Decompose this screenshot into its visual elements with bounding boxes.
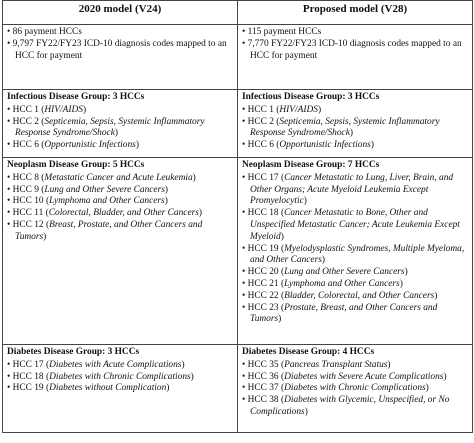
hcc-item: [7, 185, 233, 197]
hcc-code: • HCC 19 (: [242, 243, 285, 254]
hcc-item: [7, 173, 233, 185]
hcc-description: Diabetes with Glycemic, Unspecified, or No Complications: [250, 395, 450, 417]
hcc-code: • HCC 18 (: [242, 208, 285, 219]
hcc-code: • HCC 9 (: [7, 184, 45, 195]
hcc-code: • HCC 35 (: [242, 359, 285, 370]
hcc-code: • HCC 22 (: [242, 290, 285, 301]
hcc-close-paren: ): [43, 231, 47, 242]
hcc-item: [242, 208, 468, 243]
group-cell-v24: [3, 158, 238, 345]
hcc-description: Septicemia, Sepsis, Systemic Inflammatory Response Syndrome/Shock: [250, 116, 440, 139]
hcc-description: HIV/AIDS: [279, 104, 318, 115]
hcc-code: • HCC 1 (: [242, 104, 280, 115]
hcc-close-paren: ): [166, 383, 170, 394]
hcc-description: Pancreas Transplant Status: [284, 359, 388, 370]
group-title: Infectious Disease Group: 3 HCCs: [7, 92, 145, 102]
group-row-infectious: [3, 90, 473, 158]
hcc-code: • HCC 12 (: [7, 219, 50, 230]
hcc-code: • HCC 11 (: [7, 208, 49, 219]
hcc-close-paren: ): [192, 172, 196, 183]
group-cell-v28: [238, 345, 473, 433]
hcc-item: [7, 208, 233, 220]
summary-item: • 86 payment HCCs: [7, 27, 82, 37]
hcc-description: Cancer Metastatic to Lung, Liver, Brain, and Other Organs; Acute Myeloid Leukemia Except Promyelocytic: [250, 172, 454, 207]
hcc-close-paren: ): [404, 267, 408, 278]
summary-item: • 7,770 FY22/FY23 ICD-10 diagnosis codes mapped to an HCC for payment: [242, 38, 462, 61]
hcc-item: [242, 372, 468, 384]
hcc-code: • HCC 20 (: [242, 267, 285, 278]
hcc-description: Septicemia, Sepsis, Systemic Inflammatory Response Syndrome/Shock: [15, 116, 205, 139]
hcc-comparison-table: [2, 0, 473, 433]
hcc-close-paren: ): [387, 359, 391, 370]
hcc-close-paren: ): [278, 314, 282, 325]
hcc-item: [242, 383, 468, 395]
hcc-close-paren: ): [190, 371, 194, 382]
group-cell-v24: [3, 90, 238, 158]
hcc-close-paren: ): [135, 140, 139, 151]
summary-item: • 115 payment HCCs: [242, 27, 322, 37]
hcc-close-paren: ): [399, 278, 403, 289]
hcc-code: • HCC 8 (: [7, 172, 45, 183]
hcc-description: Diabetes with Severe Acute Complications: [284, 371, 444, 382]
hcc-item: [242, 244, 468, 268]
hcc-item: [7, 383, 233, 395]
hcc-item: [242, 279, 468, 291]
summary-v28: [238, 25, 473, 90]
hcc-close-paren: ): [198, 208, 203, 219]
hcc-close-paren: ): [181, 359, 185, 370]
hcc-item: [7, 220, 233, 244]
hcc-item: [7, 196, 233, 208]
hcc-description: Cancer Metastatic to Bone, Other and Unspecified Metastatic Cancer; Acute Leukemia Except Myeloid: [250, 208, 460, 242]
hcc-description: Metastatic Cancer and Acute Leukemia: [44, 172, 193, 183]
hcc-item: [242, 291, 468, 303]
hcc-code: • HCC 18 (: [7, 371, 50, 382]
hcc-description: HIV/AIDS: [44, 104, 83, 115]
group-row-diabetes: [3, 345, 473, 433]
hcc-code: • HCC 19 (: [7, 383, 50, 394]
hcc-close-paren: ): [370, 140, 374, 151]
hcc-code: • HCC 23 (: [242, 302, 285, 313]
summary-v24: [3, 25, 238, 90]
hcc-close-paren: ): [349, 128, 354, 139]
hcc-code: • HCC 1 (: [7, 104, 45, 115]
hcc-description: Opportunistic Infections: [279, 140, 371, 151]
summary-item: • 9,797 FY22/FY23 ICD-10 diagnosis codes mapped to an HCC for payment: [7, 38, 227, 61]
hcc-item: [242, 105, 468, 117]
hcc-item: [242, 395, 468, 419]
hcc-close-paren: ): [82, 104, 87, 115]
hcc-item: [7, 360, 233, 372]
hcc-description: Lymphoma and Other Cancers: [284, 278, 400, 289]
group-cell-v24: [3, 345, 238, 433]
group-cell-v28: [238, 158, 473, 345]
hcc-code: • HCC 36 (: [242, 371, 285, 382]
hcc-description: Lung and Other Severe Cancers: [44, 184, 165, 195]
hcc-close-paren: ): [443, 371, 447, 382]
hcc-description: Prostate, Breast, and Other Cancers and Tumors: [250, 302, 438, 325]
group-title: Neoplasm Disease Group: 7 HCCs: [242, 160, 380, 170]
hcc-item: [242, 117, 468, 141]
header-v28: Proposed model (V28): [238, 1, 473, 25]
hcc-code: • HCC 2 (: [7, 116, 45, 127]
hcc-description: Breast, Prostate, and Other Cancers and Tumors: [15, 219, 203, 242]
hcc-item: [242, 267, 468, 279]
hcc-close-paren: ): [164, 184, 168, 195]
hcc-close-paren: ): [114, 128, 119, 139]
group-row-neoplasm: [3, 158, 473, 345]
hcc-close-paren: ): [434, 290, 438, 301]
group-title: Infectious Disease Group: 3 HCCs: [242, 92, 380, 102]
hcc-item: [242, 360, 468, 372]
hcc-item: [7, 105, 233, 117]
hcc-description: Diabetes without Complication: [49, 383, 167, 394]
hcc-description: Colorectal, Bladder, and Other Cancers: [48, 208, 199, 219]
hcc-code: • HCC 2 (: [242, 116, 280, 127]
hcc-item: [7, 140, 233, 152]
hcc-description: Lymphoma and Other Cancers: [49, 196, 165, 207]
hcc-code: • HCC 37 (: [242, 383, 285, 394]
hcc-close-paren: ): [164, 196, 168, 207]
hcc-description: Lung and Other Severe Cancers: [284, 267, 405, 278]
header-v24: 2020 model (V24): [3, 1, 238, 25]
hcc-description: Diabetes with Chronic Complications: [284, 383, 426, 394]
hcc-code: • HCC 6 (: [7, 140, 45, 151]
hcc-description: Bladder, Colorectal, and Other Cancers: [284, 290, 435, 301]
hcc-description: Diabetes with Acute Complications: [49, 359, 182, 370]
group-title: Diabetes Disease Group: 3 HCCs: [7, 347, 140, 357]
hcc-code: • HCC 17 (: [242, 172, 285, 183]
hcc-item: [242, 303, 468, 327]
summary-row: [3, 25, 473, 90]
hcc-code: • HCC 10 (: [7, 196, 50, 207]
hcc-code: • HCC 6 (: [242, 140, 280, 151]
hcc-item: [7, 117, 233, 141]
hcc-description: Myelodysplastic Syndromes, Multiple Myeloma, and Other Cancers: [250, 243, 465, 266]
hcc-item: [242, 173, 468, 208]
hcc-close-paren: ): [280, 231, 284, 242]
hcc-close-paren: ): [304, 406, 308, 417]
hcc-code: • HCC 21 (: [242, 278, 285, 289]
hcc-description: Diabetes with Chronic Complications: [49, 371, 191, 382]
hcc-close-paren: ): [317, 104, 322, 115]
hcc-close-paren: ): [303, 196, 307, 207]
group-title: Neoplasm Disease Group: 5 HCCs: [7, 160, 145, 170]
hcc-close-paren: ): [425, 383, 429, 394]
hcc-code: • HCC 38 (: [242, 395, 285, 406]
hcc-code: • HCC 17 (: [7, 359, 50, 370]
header-row: [3, 1, 473, 25]
hcc-description: Opportunistic Infections: [44, 140, 136, 151]
group-cell-v28: [238, 90, 473, 158]
hcc-item: [242, 140, 468, 152]
hcc-close-paren: ): [321, 255, 325, 266]
group-title: Diabetes Disease Group: 4 HCCs: [242, 347, 375, 357]
hcc-item: [7, 372, 233, 384]
